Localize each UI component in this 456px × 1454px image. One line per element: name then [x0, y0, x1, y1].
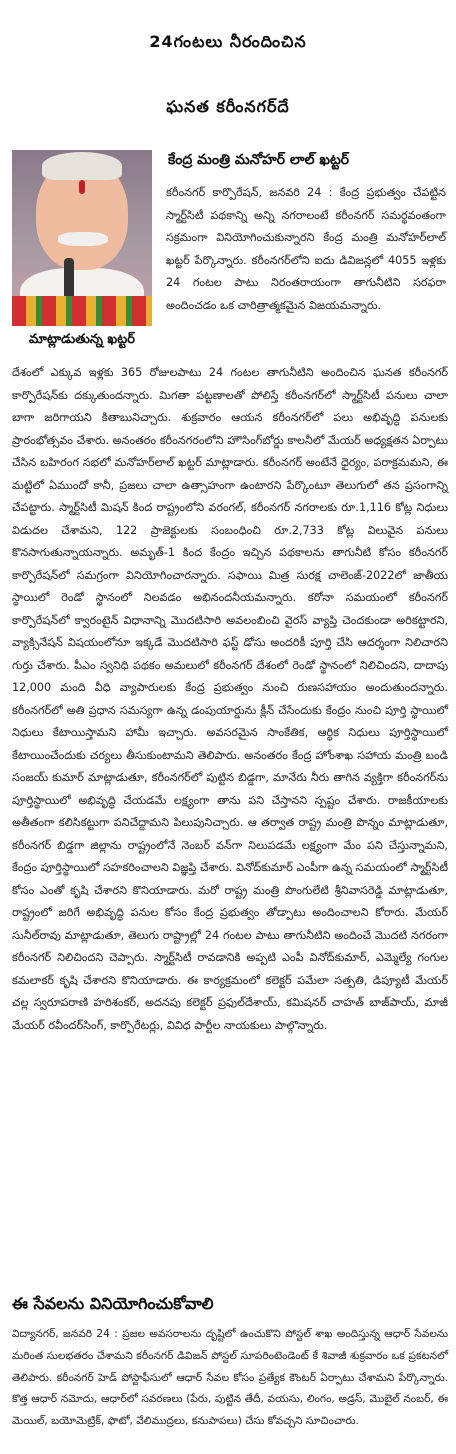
photo-tilak	[79, 180, 85, 194]
photo-mustache	[58, 232, 108, 246]
section-paragraph: విద్యానగర్, జనవరి 24 : ప్రజల అవసరాలను దృష్టిలో ఉంచుకొని పోస్టల్ శాఖ అందిస్తున్న ఆధార్ సేవలను మరింత సులభతరం చేశామని కరీంనగర్ డివిజన్ పోస్టల్ సూపరింటెండెంట్ కే శివాజీ శుక్రవారం ఒక ప్రకటనలో తెలిపారు. కరీంనగర్ హెడ్ పోస్టాఫీసులో ఆధార్ సేవల కోసం ప్రత్యేక కౌంటర్ ఏర్పాటు చేశామని పేర్కొన్నారు. కొత్త ఆధార్ నమోదు, ఆధార్‌లో సవరణలు (పేరు, పుట్టిన తేదీ, వయసు, లింగం, అడ్రస్, మొబైల్ నంబర్, ఈ మెయిల్, బయోమెట్రిక్, ఫొటో, వేలిముద్రలు, కనుపాపలు) చేసు కోవచ్చని సూచించారు.	[12, 1328, 448, 1427]
photo-caption: మాట్లాడుతున్న ఖట్టర్	[29, 332, 135, 347]
section-heading: ఈ సేవలను వినియోగించుకోవాలి	[12, 1294, 214, 1313]
article-paragraph-2: దేశంలో ఎక్కువ ఇళ్లకు 365 రోజులపాటు 24 గంటల తాగునీటిని అందించిన ఘనత కరీంనగర్ కార్పొరేషన్‌కు దక్కుతుందన్నారు. మిగతా పట్టణాలతో పోలిస్తే కరీంనగర్‌లో స్మార్ట్‌సిటీ పనులు చాలా బాగా జరిగాయని కితాబునిచ్చారు. శుక్రవారం ఆయన కరీంనగర్‌లో పలు అభివృద్ధి పనులకు ప్రారంభోత్సవం చేశారు. అనంతరం కరీంనగరంలోని హౌసింగ్‌బోర్డు కాలనీలో మేయర్ అధ్యక్షతన ఏర్పాటు చేసిన బహిరంగ సభలో మనోహర్‌లాల్ ఖట్టర్ మాట్లాడారు. కరీంనగర్ అంటేనే ధైర్యం, పరాక్రమమని, ఈ మట్టిలో ఏముందో కానీ, ప్రజలు చాలా ఉత్సాహంగా ఉంటారని పేర్కొంటూ తెలుగులో తన ప్రసంగాన్ని చేపట్టారు. స్మార్ట్‌సిటీ మిషన్ కింద రాష్ట్రంలోని వరంగల్, కరీంనగర్ నగరాలకు రూ.1,116 కోట్ల నిధులు విడుదల చేశామని, 122 ప్రాజెక్టులకు సంబంధించి రూ.2,733 కోట్ల విలువైన పనులు కొనసాగుతున్నాయన్నారు. అమృత్-1 కింద కేంద్రం ఇచ్చిన పథకాలను తాగునీటి కోసం కరీంనగర్ కార్పొరేషన్‌లో సమగ్రంగా వినియోగించారన్నారు. సఫాయి మిత్ర సురక్ష చాలెంజ్-2022లో జాతీయ స్థాయిలో రెండో స్థానంలో నిలవడం అభినందనీయమన్నారు. కరోనా సమయంలో కరీంనగర్ కార్పొరేషన్‌లో క్వారంటైన్ విధానాన్ని మొదటిసారి అవలంబించి వైరస్ వ్యాప్తి చెందకుండా అరికట్టారని, వ్యాక్సినేషన్ విషయంలోనూ ఇక్కడే మొదటిసారి ఫస్ట్ డోసు అందరికీ పూర్తి చేసి ఆదర్శంగా నిలిచారని గుర్తు చేశారు. పీఎం స్వనిధి పథకం అమలులో కరీంనగర్ దేశంలో రెండో స్థానంలో నిలిచిందని, దాదాపు 12,000 మంది వీధి వ్యాపారులకు కేంద్ర ప్రభుత్వం నుంచి రుణసహాయం అందుతుందన్నారు. కరీంనగర్‌లో అతి ప్రధాన సమస్యగా ఉన్న డంపుయార్డును క్లీన్ చేసేందుకు కేంద్రం నుంచి పూర్తి స్థాయిలో నిధులు కేటాయిస్తామని హామీ ఇచ్చారు. అవసరమైన సాంకేతిక, ఆర్థిక నిధులు పూర్తిస్థాయిలో కేటాయించేందుకు చర్యలు తీసుకుంటామని తెలిపారు. అనంతరం కేంద్ర హోంశాఖ సహాయ మంత్రి బండి సంజయ్ కుమార్ మాట్లాడుతూ, కరీంనగర్‌లో పుట్టిన బిడ్డగా, మానేరు నీరు తాగిన వ్యక్తిగా కరీంనగర్‌ను పూర్తిస్థాయిలో అభివృద్ధి చేయడమే లక్ష్యంగా తాను పని చేస్తానని స్పష్టం చేశారు. రాజకీయాలకు అతీతంగా కలిసికట్టుగా పనిచేద్దామని పిలుపునిచ్చారు. ఆ తర్వాత రాష్ట్ర మంత్రి పొన్నం మాట్లాడుతూ, కరీంనగర్ బిడ్డగా జిల్లాను రాష్ట్రంలోనే నెంబర్ వన్‌గా నిలుపడమే లక్ష్యంగా మేం పని చేస్తున్నామని, కేంద్రం పూర్తిస్థాయిలో సహకరించాలని విజ్ఞప్తి చేశారు. వినోద్‌కుమార్ ఎంపీగా ఉన్న సమయంలో స్మార్ట్‌సిటీ కోసం ఎంతో కృషి చేశారని కొనియాడారు. మరో రాష్ట్ర మంత్రి పొంగులేటి శ్రీనివాసరెడ్డి మాట్లాడుతూ, రాష్ట్రంలో జరిగే అభివృద్ధి పనుల కోసం కేంద్ర ప్రభుత్వం తోడ్పాటు అందించాలని కోరారు. మేయర్ సునీల్‌రావు మాట్లాడుతూ, తెలుగు రాష్ట్రాల్లో 24 గంటల పాటు తాగునీటిని అందించే మొదటి నగరంగా కరీంనగర్ నిలిచిందని చెప్పారు. స్మార్ట్‌సిటీ రావడానికి అప్పటి ఎంపీ వినోద్‌కుమార్, ఎమ్మెల్యే గంగుల కమలాకర్ కృషి చేశారని కొనియాడారు. ఈ కార్యక్రమంలో కలెక్టర్ పమేలా సత్పతి, డిప్యూటీ మేయర్ చల్ల స్వరూపరాణి హరిశంకర్, అదనపు కలెక్టర్ ప్రఫుల్‌దేశాయ్, కమిషనర్ చాహత్ బాజ్‌పాయ్, మాజీ మేయర్ రవీందర్‌సింగ్, కార్పొరేటర్లు, వివిధ పార్టీల నాయకులు పాల్గొన్నారు.	[12, 366, 448, 1032]
article-paragraph-1: కరీంనగర్ కార్పొరేషన్, జనవరి 24 : కేంద్ర ప్రభుత్వం చేపట్టిన స్మార్ట్‌సిటీ పథకాన్ని అన్ని నగరాలంటే కరీంనగర్ సమర్థవంతంగా సక్రమంగా వినియోగించుకున్నారని కేంద్ర మంత్రి మనోహర్‌లాల్ ఖట్టర్ పేర్కొన్నారు. కరీంనగర్‌లోని ఐదు డివిజన్లలో 4055 ఇళ్లకు 24 గంటల పాటు నిరంతరాయంగా తాగునీటిని సరఫరా అందించడం ఒక చారిత్రాత్మకమైన విజయమన్నారు.	[166, 186, 446, 312]
photo-hair	[42, 152, 122, 180]
headline-line-2: ఘనత కరీంనగర్‌దే	[166, 97, 290, 116]
photo-flowers	[12, 296, 152, 326]
article-subhead: కేంద్ర మంత్రి మనోహర్ లాల్ ఖట్టర్	[168, 152, 350, 168]
speaker-photo	[12, 150, 152, 326]
headline-line-1: 24గంటలు నీరందించిన	[149, 32, 307, 51]
speaker-photo-block	[12, 150, 152, 358]
